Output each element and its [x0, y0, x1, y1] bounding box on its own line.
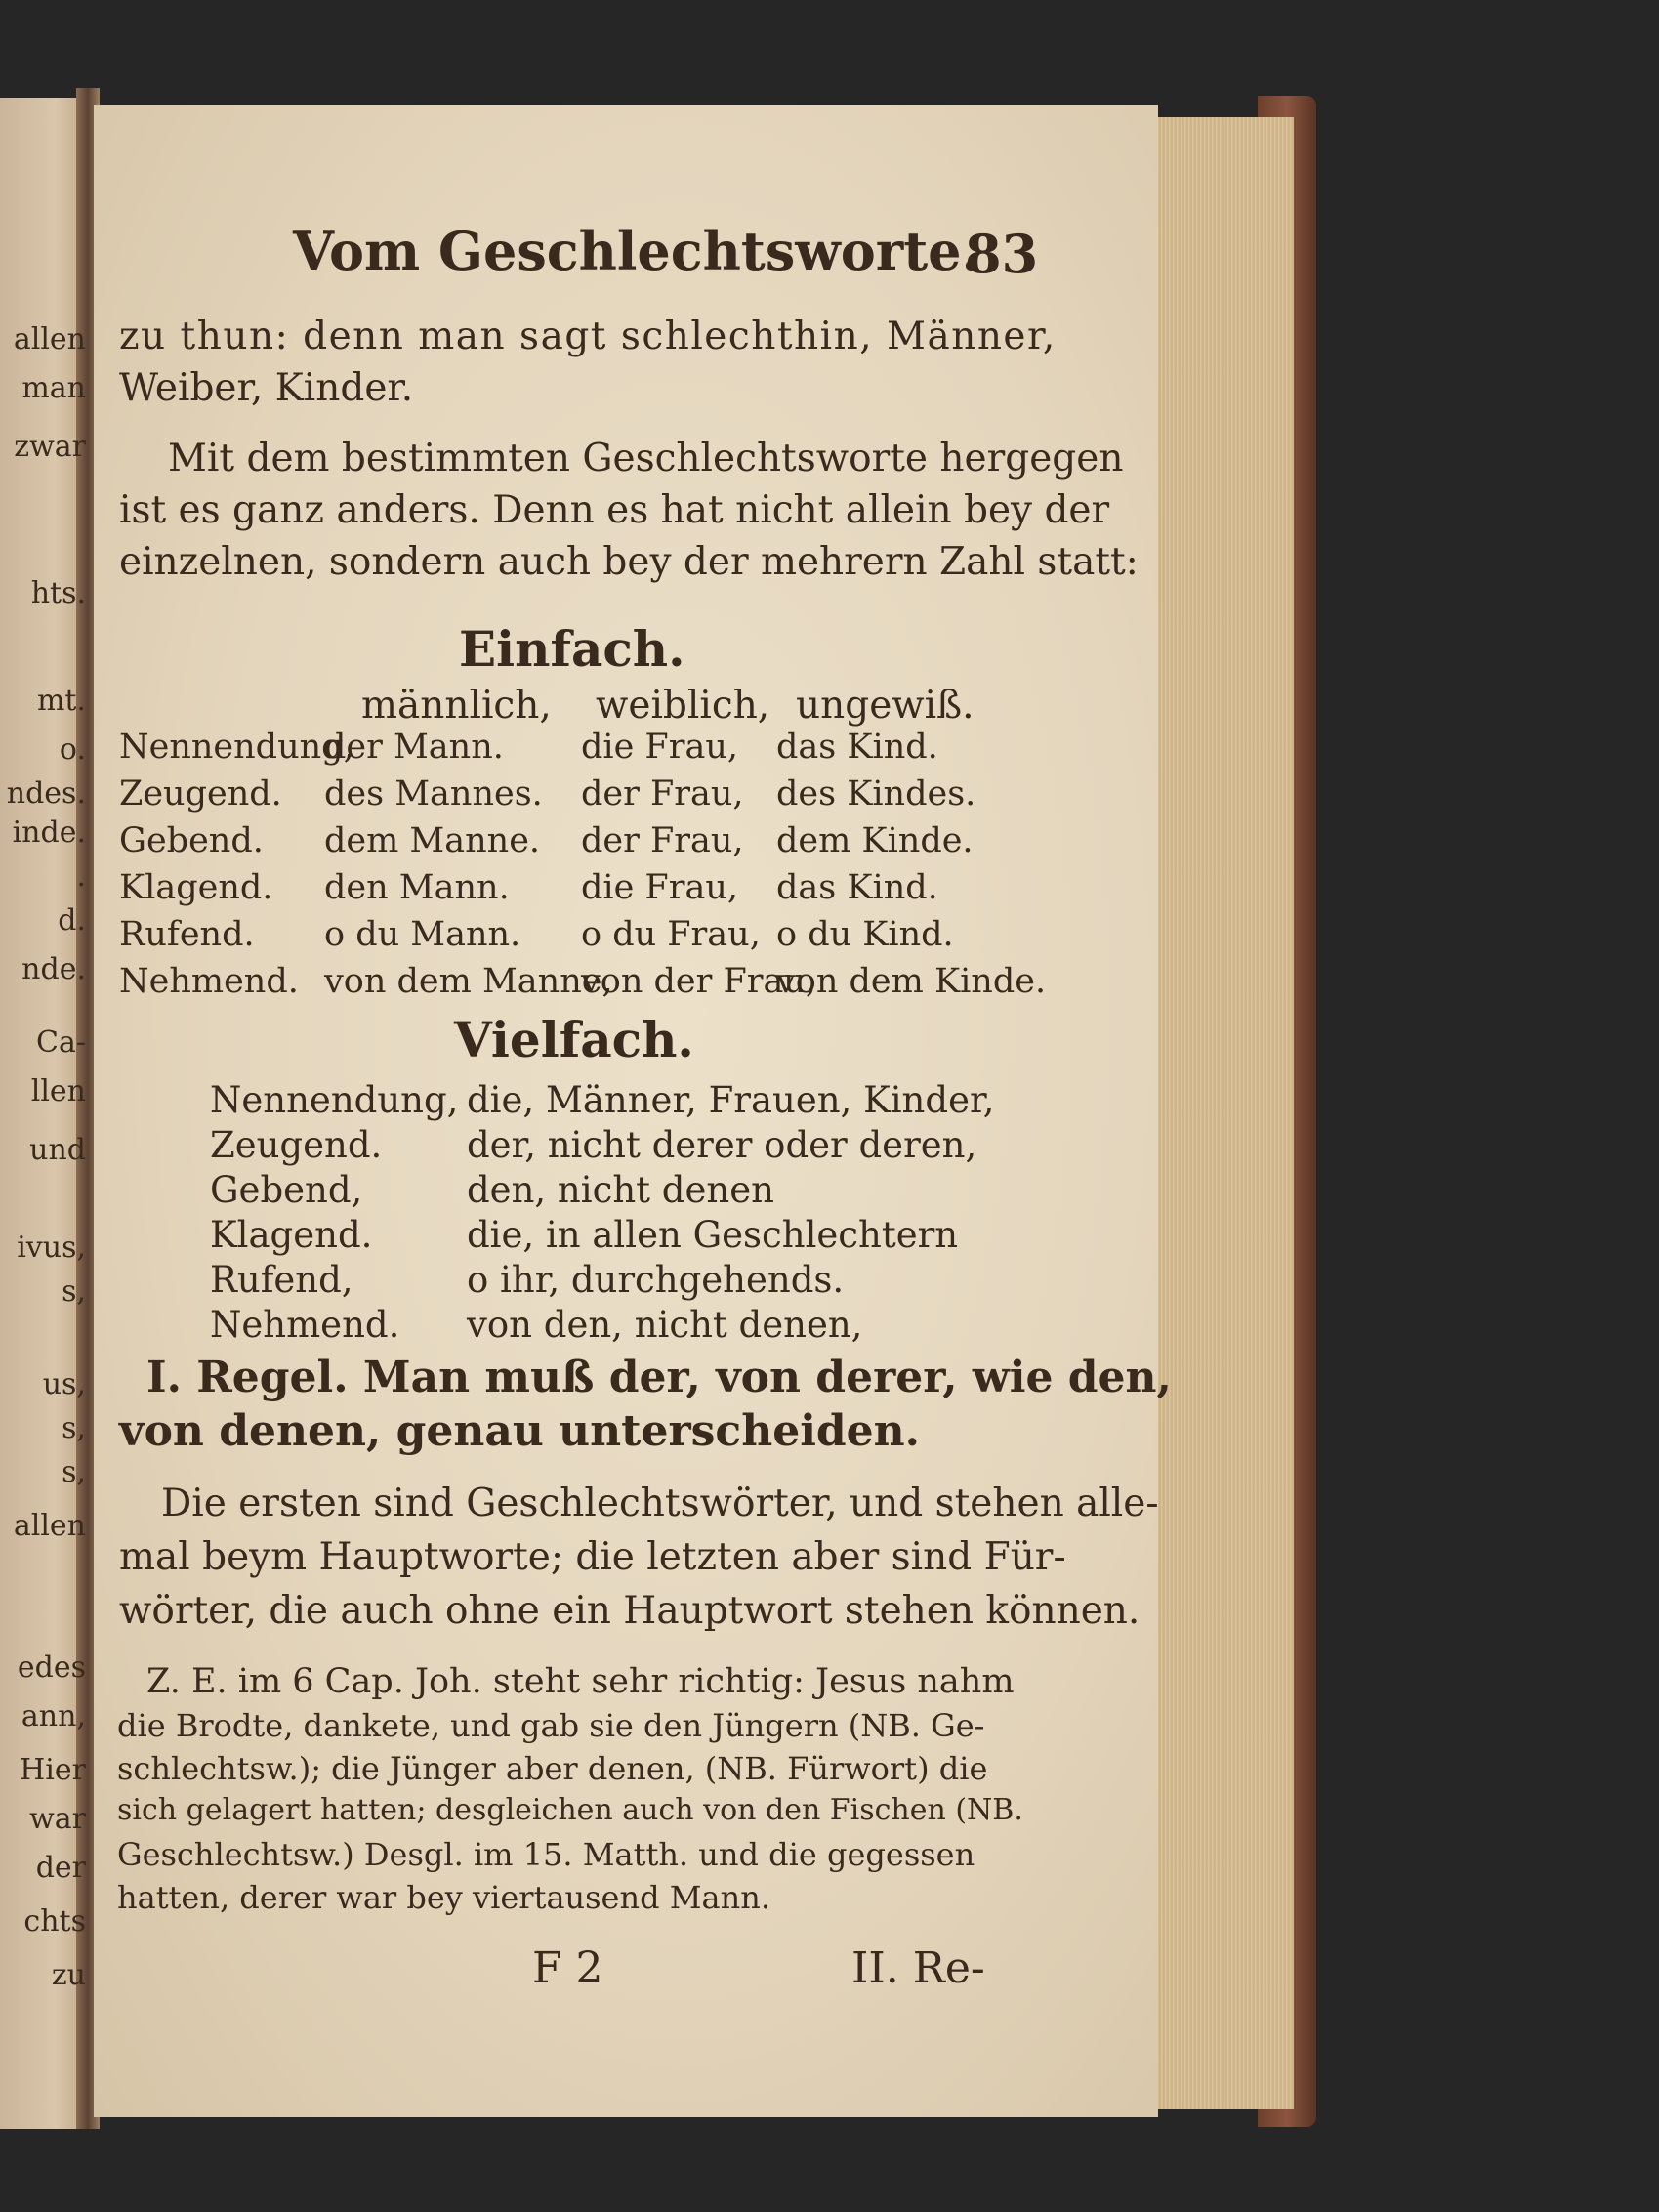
example-line-6: hatten, derer war bey viertausend Mann. — [117, 1879, 770, 1916]
table-cell: die, Männer, Frauen, Kinder, — [467, 1079, 995, 1121]
previous-page-fragment: s, — [62, 1455, 86, 1489]
catchword: II. Re- — [851, 1943, 985, 1993]
example-line-3: schlechtsw.); die Jünger aber denen, (NB. Fürwort) die — [117, 1750, 988, 1787]
previous-page-fragment: hts. — [30, 576, 86, 610]
para2-line-2: mal beym Hauptworte; die letzten aber sind Für- — [119, 1535, 1066, 1579]
para1-line-3: einzelnen, sondern auch bey der mehrern Zahl statt: — [119, 540, 1139, 584]
para2-line-1: Die ersten sind Geschlechtswörter, und stehen alle- — [161, 1482, 1159, 1525]
previous-page-fragment: s, — [62, 1274, 86, 1309]
table-cell: von dem Kinde. — [776, 962, 1047, 1001]
previous-page-fragment: ndes. — [6, 776, 86, 811]
case-name: Gebend, — [210, 1169, 363, 1211]
case-name: Nennendung, — [210, 1079, 459, 1121]
table-cell: die Frau, — [581, 868, 738, 907]
table-cell: der Frau, — [581, 821, 744, 860]
rule-line-1: I. Regel. Man muß der, von derer, wie den, — [146, 1353, 1172, 1402]
table-cell: den Mann. — [324, 868, 510, 907]
case-name: Nennendung, — [119, 728, 354, 767]
case-name: Klagend. — [210, 1214, 373, 1256]
example-line-5: Geschlechtsw.) Desgl. im 15. Matth. und die gegessen — [117, 1836, 975, 1873]
previous-page-fragment: inde. — [12, 815, 86, 850]
example-line-1: Z. E. im 6 Cap. Joh. steht sehr richtig: Jesus nahm — [146, 1662, 1015, 1701]
para2-line-3: wörter, die auch ohne ein Hauptwort stehen können. — [119, 1589, 1141, 1633]
table-cell: der, nicht derer oder deren, — [467, 1124, 977, 1166]
table-cell: die, in allen Geschlechtern — [467, 1214, 959, 1256]
previous-page-fragment: zu — [51, 1958, 86, 1992]
para1-line-2: ist es ganz anders. Denn es hat nicht allein bey der — [119, 488, 1110, 532]
table-cell: o du Kind. — [776, 915, 954, 954]
case-name: Klagend. — [119, 868, 273, 907]
column-header-masculine: männlich, — [361, 684, 552, 728]
previous-page-fragment: ann, — [21, 1699, 86, 1733]
rule-line-2: von denen, genau unterscheiden. — [119, 1406, 920, 1456]
table-cell: dem Manne. — [324, 821, 541, 860]
page-block-edge — [1142, 117, 1294, 2109]
intro-line-1: zu thun: denn man sagt schlechthin, Männer, — [119, 314, 1057, 358]
para1-line-1: Mit dem bestimmten Geschlechtsworte hergegen — [168, 437, 1124, 480]
table-cell: dem Kinde. — [776, 821, 974, 860]
column-header-feminine: weiblich, — [596, 684, 770, 728]
previous-page-fragment: war — [29, 1802, 86, 1836]
running-title: Vom Geschlechtsworte. — [293, 220, 980, 282]
case-name: Nehmend. — [119, 962, 299, 1001]
table-cell: von dem Manne, — [324, 962, 613, 1001]
example-line-4: sich gelagert hatten; desgleichen auch von den Fischen (NB. — [117, 1793, 1023, 1827]
case-name: Rufend, — [210, 1259, 353, 1301]
case-name: Nehmend. — [210, 1304, 400, 1346]
signature-mark: F 2 — [532, 1943, 603, 1993]
section-heading-einfach: Einfach. — [459, 620, 685, 678]
intro-line-2: Weiber, Kinder. — [119, 366, 414, 410]
table-cell: der Frau, — [581, 774, 744, 814]
previous-page-fragment: o. — [59, 732, 86, 767]
previous-page-fragment: d. — [58, 903, 86, 938]
table-cell: o du Frau, — [581, 915, 761, 954]
previous-page-fragment: llen — [30, 1074, 86, 1108]
previous-page-fragment: us, — [42, 1367, 86, 1401]
previous-page-fragment: . — [76, 859, 86, 894]
page-number: 83 — [965, 223, 1039, 285]
section-heading-vielfach: Vielfach. — [454, 1011, 694, 1068]
table-cell: o ihr, durchgehends. — [467, 1259, 845, 1301]
previous-page-fragment: und — [29, 1133, 86, 1167]
previous-page-fragment: Hier — [20, 1753, 86, 1787]
case-name: Zeugend. — [119, 774, 282, 814]
table-cell: das Kind. — [776, 728, 938, 767]
previous-page-fragment: edes — [17, 1650, 86, 1685]
table-cell: von der Frau, — [581, 962, 817, 1001]
case-name: Gebend. — [119, 821, 264, 860]
previous-page-fragment: zwar — [14, 430, 86, 464]
previous-page-fragment: der — [35, 1851, 86, 1885]
previous-page-fragment: allen — [13, 322, 86, 356]
previous-page-fragment: Ca- — [36, 1025, 86, 1060]
previous-page-fragment: chts — [23, 1904, 86, 1939]
table-cell: o du Mann. — [324, 915, 521, 954]
case-name: Rufend. — [119, 915, 255, 954]
table-cell: die Frau, — [581, 728, 738, 767]
table-cell: der Mann. — [324, 728, 504, 767]
previous-page-fragment: man — [21, 371, 86, 405]
example-line-2: die Brodte, dankete, und gab sie den Jüngern (NB. Ge- — [117, 1707, 985, 1744]
table-cell: das Kind. — [776, 868, 938, 907]
previous-page-fragment: ivus, — [17, 1231, 86, 1265]
table-cell: des Kindes. — [776, 774, 976, 814]
previous-page-fragment: s, — [62, 1411, 86, 1445]
previous-page-fragment: mt. — [36, 684, 86, 718]
column-header-neuter: ungewiß. — [796, 684, 975, 728]
table-cell: den, nicht denen — [467, 1169, 774, 1211]
previous-page-fragment: nde. — [21, 952, 86, 986]
previous-page-fragment: allen — [13, 1509, 86, 1543]
case-name: Zeugend. — [210, 1124, 383, 1166]
table-cell: von den, nicht denen, — [467, 1304, 863, 1346]
table-cell: des Mannes. — [324, 774, 543, 814]
